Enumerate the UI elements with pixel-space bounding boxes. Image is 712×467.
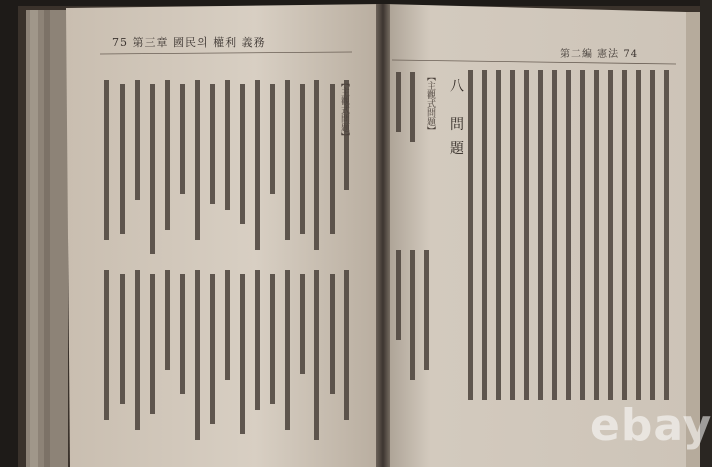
right-page-heading: 八 問題: [448, 78, 464, 165]
right-page-header: 第二編 憲法 74: [560, 49, 639, 60]
right-section-tag: 【主觀式問題】: [425, 72, 435, 135]
ebay-watermark: ebay: [590, 400, 712, 451]
left-page-header: 75 第三章 國民의 權利 義務: [112, 36, 266, 49]
left-section-tag: 【主觀式問題】: [339, 78, 349, 141]
